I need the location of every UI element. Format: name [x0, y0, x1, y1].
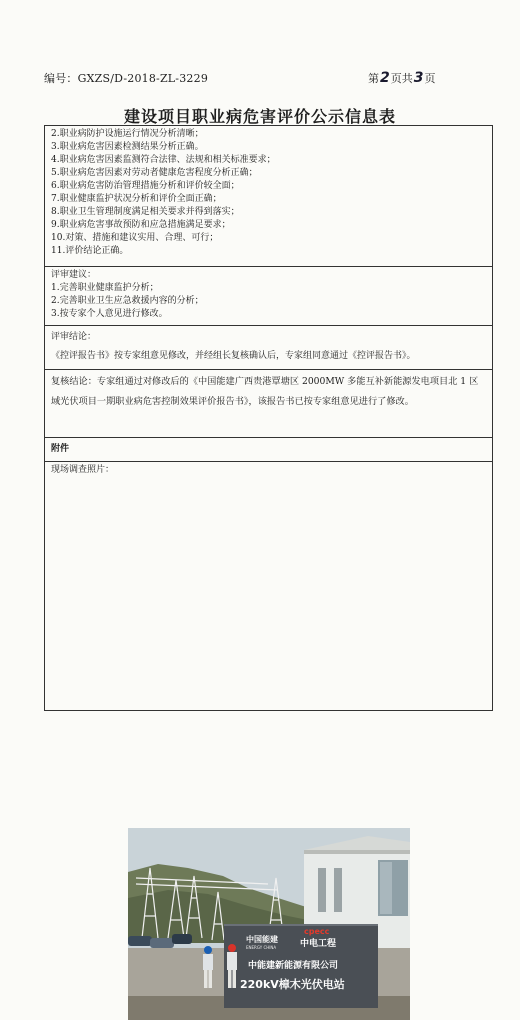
- photo-cell: [45, 462, 492, 991]
- attachment-heading: 附件: [51, 444, 70, 454]
- review-cell: [45, 326, 492, 370]
- conclusion-item: 9.职业病危害事故预防和应急措施满足要求；: [51, 220, 231, 230]
- page-current: 2: [380, 70, 390, 86]
- page-prefix: 第: [368, 72, 379, 85]
- attachment-cell: [45, 438, 492, 462]
- conclusion-item: 7.职业健康监护状况分析和评价全面正确；: [51, 194, 222, 204]
- page-title: 建设项目职业病危害评价公示信息表: [123, 107, 396, 126]
- document-number: 编号：GXZS/D-2018-ZL-3229: [44, 72, 209, 85]
- suggestions-cell: [45, 267, 492, 326]
- suggestion-item: 2.完善职业卫生应急救援内容的分析；: [51, 296, 204, 306]
- sign-logo-cn: 中国能建: [246, 935, 278, 944]
- review-text: 《控评报告书》按专家组意见修改，并经组长复核确认后，专家组同意通过《控评报告书》。: [51, 351, 416, 361]
- sign-station: 220kV樟木光伏电站: [240, 978, 345, 991]
- sign-logo-en: ENERGY CHINA: [246, 945, 277, 950]
- conclusion-item: 3.职业病危害因素检测结果分析正确。: [51, 142, 204, 152]
- sign-brand2-cn: 中电工程: [300, 939, 337, 949]
- page-indicator: [368, 70, 436, 86]
- site-photo: [128, 828, 410, 1020]
- sign-company: 中能建新能源有限公司: [248, 961, 339, 971]
- conclusions-cell: [45, 126, 492, 267]
- suggestion-item: 1.完善职业健康监护分析；: [51, 283, 159, 293]
- page-middle: 页共: [390, 72, 413, 85]
- photo-label: 现场调查照片：: [51, 465, 115, 475]
- page-total: 3: [413, 70, 424, 86]
- info-table: [44, 125, 493, 991]
- recheck-cell: [45, 370, 492, 438]
- conclusion-item: 10.对策、措施和建议实用、合理、可行；: [51, 233, 219, 243]
- review-heading: 评审结论：: [51, 332, 97, 342]
- recheck-text: 复核结论：专家组通过对修改后的《中国能建广西贵港覃塘区 2000MW 多能互补新能源发电项目北 1 区域光伏项目一期职业病危害控制效果评价报告书》，该报告书已按专家组意见进行了修改。: [51, 376, 479, 407]
- sign-brand2: cpecc: [304, 927, 330, 936]
- conclusion-item: 11.评价结论正确。: [51, 246, 129, 256]
- conclusion-item: 2.职业病防护设施运行情况分析清晰；: [51, 129, 204, 139]
- conclusion-item: 6.职业病危害防治管理措施分析和评价较全面；: [51, 181, 240, 191]
- page-suffix: 页: [424, 72, 436, 85]
- suggestion-item: 3.按专家个人意见进行修改。: [51, 309, 168, 319]
- conclusion-item: 4.职业病危害因素监测符合法律、法规和相关标准要求；: [51, 155, 276, 165]
- conclusion-item: 5.职业病危害因素对劳动者健康危害程度分析正确；: [51, 168, 258, 178]
- suggestions-heading: 评审建议：: [51, 270, 97, 280]
- conclusion-item: 8.职业卫生管理制度满足相关要求并得到落实；: [51, 207, 240, 217]
